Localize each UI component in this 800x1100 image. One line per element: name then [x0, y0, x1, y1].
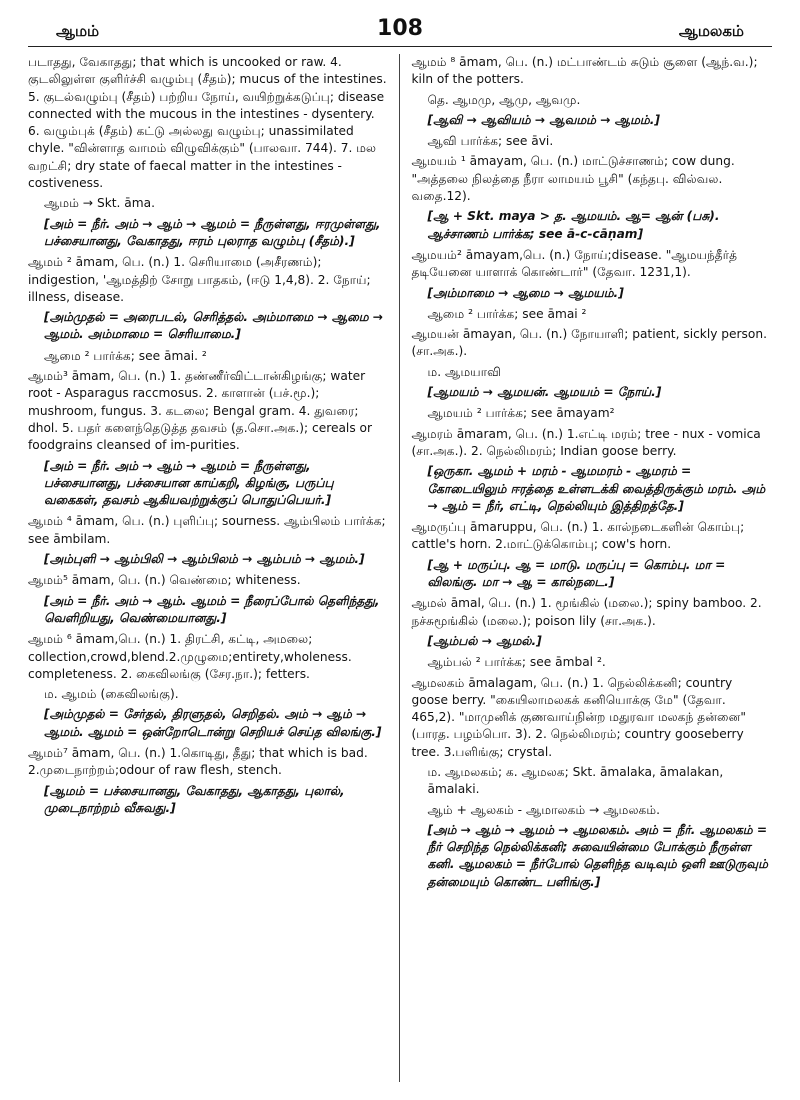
etymology-note: [ஆம்பல் → ஆமல்.] — [427, 633, 542, 648]
dictionary-entry: ஆமயன் āmayan, பெ. (n.) நோயாளி; patient, sickly person. (சா.அக.). — [411, 327, 767, 359]
page-header — [28, 0, 772, 46]
cross-reference: ம. ஆமலகம்; க. ஆமலக; Skt. āmalaka, āmalakan, āmalaki. — [427, 764, 724, 797]
dictionary-entry: ஆமம் ² āmam, பெ. (n.) 1. செரியாமை (அசீரணம்); indigestion, 'ஆமத்திற் சோறு பாதகம், (ஈடு 1,4,8). 2. நோய்; illness, disease. — [28, 255, 371, 304]
etymology-note: [அம்முதல் = சேர்தல், திரளுதல், செறிதல். அம் → ஆம் → ஆமம். ஆமம் = ஒன்றோடொன்று செறியச் செய்த விலங்கு.] — [44, 707, 382, 739]
page-number: 108 — [377, 16, 423, 41]
etymology-note: [அம் = நீர். அம் → ஆம் → ஆமம் = நீருள்ளது, ஈரமுள்ளது, பச்சையானது, வேகாதது, ஈரம் புலராத வழும்பு (சீதம்).] — [44, 216, 381, 248]
dictionary-entry: ஆமம் ⁴ āmam, பெ. (n.) புளிப்பு; sourness. ஆம்பிலம் பார்க்க; see āmbilam. — [28, 514, 386, 546]
dictionary-entry: ஆமயம் ¹ āmayam, பெ. (n.) மாட்டுச்சாணம்; cow dung. "அத்தலை நிலத்தை நீரா லாமயம் பூசி" (கந்தபு. வில்வல. வதை.12). — [411, 154, 735, 204]
left-column — [28, 54, 399, 1082]
dictionary-entry: ஆமம் ⁶ āmam,பெ. (n.) 1. திரட்சி, கட்டி, அமலை; collection,crowd,blend.2.முழுமை;entirety,wholeness. completeness. 2. கைவிலங்கு (சேர.நா.); fetters. — [28, 632, 352, 681]
dictionary-entry: ஆமல் āmal, பெ. (n.) 1. மூங்கில் (மலை.); spiny bamboo. 2. நச்சுமூங்கில் (மலை.); poison lily (சா.அக.). — [411, 596, 762, 628]
etymology-note: [அம் = நீர். அம் → ஆம். ஆமம் = நீரைப்போல் தெளிந்தது, வெளிறியது, வெண்மையானது.] — [44, 593, 380, 625]
dictionary-entry: படாதது, வேகாதது; that which is uncooked or raw. 4. குடலிலுள்ள குளிர்ச்சி வழும்பு (சீதம்); mucus of the intestines. 5. குடல்வழும்பு (சீதம்) பற்றிய நோய், வயிற்றுக்கடுப்பு; disease connected with the mucous in the intestines - dysentery. 6. வழும்புக் (சீதம்) கட்டு அல்லது வழும்பு; unassimilated chyle. "வின்ளாத வாமம் விழுவிக்கும்" (பாலவா. 744). 7. மல வறட்சி; dry state of faecal matter in the intestines - costiveness. — [28, 55, 387, 191]
columns — [28, 54, 772, 1082]
dictionary-entry: ஆமம்⁷ āmam, பெ. (n.) 1.கொடிது, தீது; that which is bad. 2.முடைநாற்றம்;odour of raw flesh, stench. — [28, 745, 368, 778]
etymology-note: [அம்முதல் = அரைபடல், செரித்தல். அம்மாமை → ஆமை → ஆமம். அம்மாமை = செரியாமை.] — [44, 310, 383, 342]
dictionary-entry: ஆமம்⁵ āmam, பெ. (n.) வெண்மை; whiteness. — [28, 573, 301, 588]
etymology-note: [அம்புளி → ஆம்பிலி → ஆம்பிலம் → ஆம்பம் → ஆமம்.] — [44, 552, 365, 567]
cross-reference: ஆவி பார்க்க; see āvi. — [427, 134, 554, 149]
etymology-note: [அம் → ஆம் → ஆமம் → ஆமலகம். அம் = நீர். ஆமலகம் = நீர் செறிந்த நெல்லிக்கனி; சுவையின்மை போக்கும் நீருள்ள கனி. ஆமலகம் = நீர்போல் தெளிந்த வடிவும் ஒளி ஊடுருவும் தன்மையும் கொண்ட பளிங்கு.] — [427, 822, 768, 889]
etymology-note: [ஆவி → ஆவியம் → ஆவமம் → ஆமம்.] — [427, 112, 660, 127]
dictionary-entry: ஆமரம் āmaram, பெ. (n.) 1.எட்டி மரம்; tree - nux - vomica (சா.அக.). 2. நெல்லிமரம்; Indian goose berry. — [411, 426, 761, 458]
etymology-note: [அம் = நீர். அம் → ஆம் → ஆமம் = நீருள்ளது, பச்சையானது, பச்சையான காய்கறி, கிழங்கு, பருப்பு வகைகள், தவசம் ஆகியவற்றுக்குப் பொதுப்பெயர்.] — [44, 458, 334, 508]
cross-reference: ஆமயம் ² பார்க்க; see āmayam² — [427, 406, 615, 421]
cross-reference: ஆமம் → Skt. āma. — [44, 196, 155, 211]
cross-reference: ஆமை ² பார்க்க; see āmai ² — [427, 306, 587, 321]
cross-reference: ம. ஆமம் (கைவிலங்கு). — [44, 687, 179, 702]
cross-reference: தெ. ஆமமு, ஆமு, ஆவமு. — [427, 92, 581, 107]
etymology-note: [ஒருகா. ஆமம் + மரம் - ஆமமரம் - ஆமரம் = கோடையிலும் ஈரத்தை உள்ளடக்கி வைத்திருக்கும் மரம். அம் → ஆம் = நீர், எட்டி, நெல்லியும் இத்திறத்தே.] — [427, 464, 766, 513]
cross-reference: ஆம்பல் ² பார்க்க; see āmbal ². — [427, 655, 606, 670]
header-rule — [28, 46, 772, 47]
etymology-note: [ஆமம் = பச்சையானது, வேகாதது, ஆகாதது, புலால், முடைநாற்றம் வீசுவது.] — [44, 783, 345, 815]
etymology-note: [ஆமயம் → ஆமயன். ஆமயம் = நோய்.] — [427, 385, 662, 400]
etymology-note: [ஆ + Skt. maya > த. ஆமயம். ஆ= ஆன் (பசு). ஆச்சாணம் பார்க்க; see ā-c-cāṇam] — [427, 209, 720, 241]
running-head-right: ஆமலகம் — [678, 22, 744, 40]
dictionary-entry: ஆமருப்பு āmaruppu, பெ. (n.) 1. கால்நடைகளின் கொம்பு; cattle's horn. 2.மாட்டுக்கொம்பு; cow's horn. — [411, 520, 745, 552]
etymology-note: [அம்மாமை → ஆமை → ஆமயம்.] — [427, 285, 624, 300]
cross-reference: ஆம் + ஆலகம் - ஆமாலகம் → ஆமலகம். — [427, 802, 661, 817]
cross-reference: ஆமை ² பார்க்க; see āmai. ² — [44, 348, 207, 363]
dictionary-entry: ஆமலகம் āmalagam, பெ. (n.) 1. நெல்லிக்கனி; country goose berry. "கையிலாமலகக் கனியொக்கு மே" (தேவா. 465,2). "மாமுனிக் குணவாய்நின்ற மதுரவா மலகந் தன்னை" (பாரத. பழம்பொ. 3). 2. நெல்லிமரம்; country gooseberry tree. 3.பளிங்கு; crystal. — [411, 675, 746, 759]
etymology-note: [ஆ + மருப்பு. ஆ = மாடு. மருப்பு = கொம்பு. மா = விலங்கு. மா → ஆ = கால்நடை.] — [427, 557, 726, 590]
cross-reference: ம. ஆமயாவி — [427, 364, 501, 379]
running-head-left: ஆமம் — [56, 22, 100, 40]
dictionary-entry: ஆமம் ⁸ āmam, பெ. (n.) மட்பாண்டம் சுடும் சூளை (ஆந்.வ.); kiln of the potters. — [411, 55, 758, 87]
dictionary-entry: ஆமயம்² āmayam,பெ. (n.) நோய்;disease. "ஆமயந்தீர்த் தடியேனை யாளாக் கொண்டார்" (தேவா. 1231,1). — [411, 247, 738, 280]
right-column — [399, 54, 773, 1082]
dictionary-entry: ஆமம்³ āmam, பெ. (n.) 1. தண்ணீர்விட்டான்கிழங்கு; water root - Asparagus raccmosus. 2. காளான் (பச்.மூ.); mushroom, fungus. 3. கடலை; Bengal gram. 4. துவரை; dhol. 5. பதர் களைந்தெடுத்த தவசம் (த.சொ.அக.); cereals or foodgrains cleansed of im-purities. — [28, 369, 373, 453]
